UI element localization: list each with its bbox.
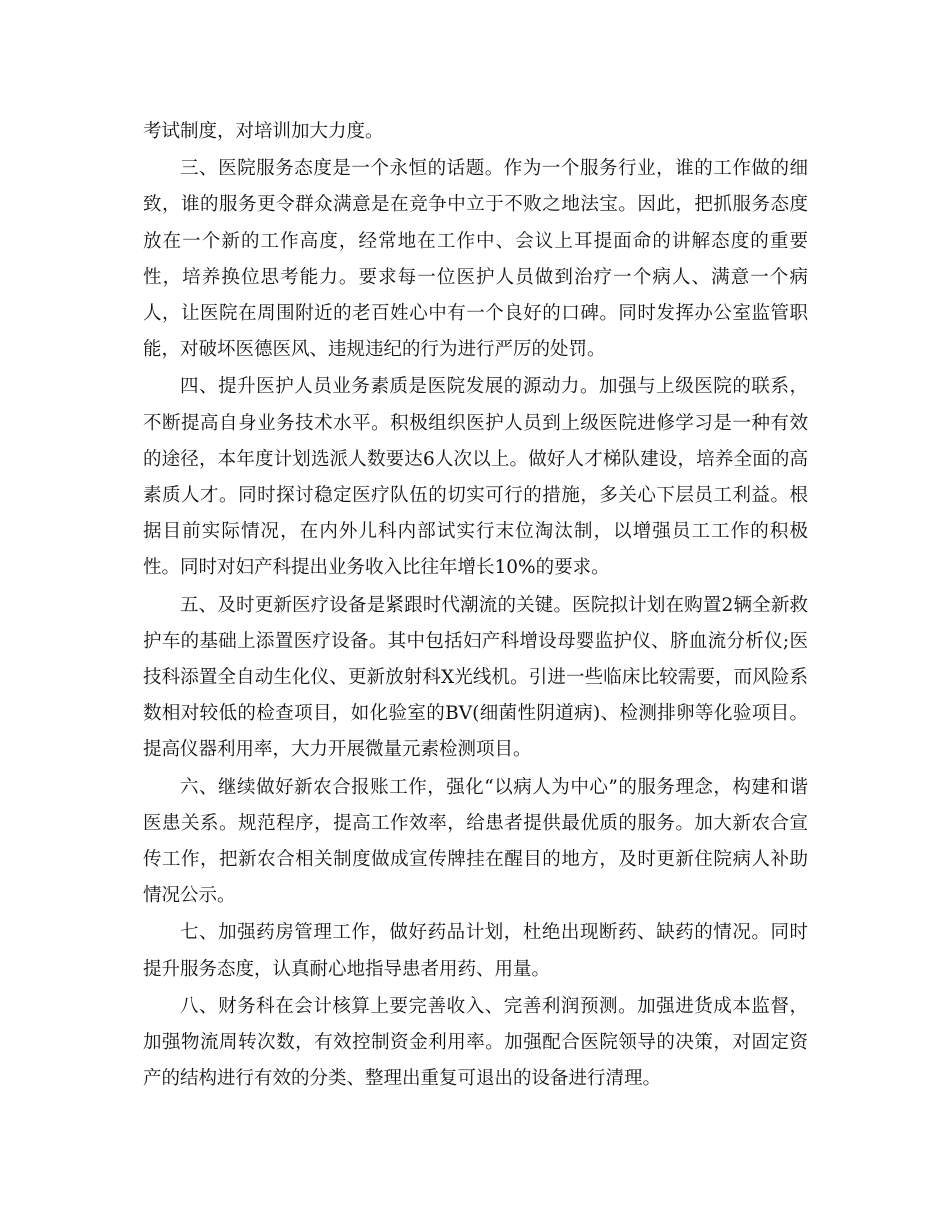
paragraph-section-5: 五、及时更新医疗设备是紧跟时代潮流的关键。医院拟计划在购置2辆全新救护车的基础上添置医疗设备。其中包括妇产科增设母婴监护仪、脐血流分析仪;医技科添置全自动生化仪、更新放射科X光线机。引进一些临床比较需要，而风险系数相对较低的检查项目，如化验室的BV(细菌性阴道病)、检测排卵等化验项目。提高仪器利用率，大力开展微量元素检测项目。 [143,594,808,761]
document-body [143,114,808,1098]
paragraph-section-6: 六、继续做好新农合报账工作，强化“以病人为中心”的服务理念，构建和谐医患关系。规范程序，提高工作效率，给患者提供最优质的服务。加大新农合宣传工作，把新农合相关制度做成宣传牌挂在醒目的地方，及时更新住院病人补助情况公示。 [143,776,808,907]
paragraph-section-8: 八、财务科在会计核算上要完善收入、完善利润预测。加强进货成本监督，加强物流周转次数，有效控制资金利用率。加强配合医院领导的决策，对固定资产的结构进行有效的分类、整理出重复可退出的设备进行清理。 [143,995,808,1090]
paragraph-section-3: 三、医院服务态度是一个永恒的话题。作为一个服务行业，谁的工作做的细致，谁的服务更令群众满意是在竞争中立于不败之地法宝。因此，把抓服务态度放在一个新的工作高度，经常地在工作中、会议上耳提面命的讲解态度的重要性，培养换位思考能力。要求每一位医护人员做到治疗一个病人、满意一个病人，让医院在周围附近的老百姓心中有一个良好的口碑。同时发挥办公室监管职能，对破坏医德医风、违规违纪的行为进行严厉的处罚。 [143,158,808,361]
paragraph-section-4: 四、提升医护人员业务素质是医院发展的源动力。加强与上级医院的联系，不断提高自身业务技术水平。积极组织医护人员到上级医院进修学习是一种有效的途径，本年度计划选派人数要达6人次以上。做好人才梯队建设，培养全面的高素质人才。同时探讨稳定医疗队伍的切实可行的措施，多关心下层员工利益。根据目前实际情况，在内外儿科内部试实行末位淘汰制，以增强员工工作的积极性。同时对妇产科提出业务收入比往年增长10%的要求。 [143,376,808,579]
paragraph-section-7: 七、加强药房管理工作，做好药品计划，杜绝出现断药、缺药的情况。同时提升服务态度，认真耐心地指导患者用药、用量。 [143,922,808,980]
paragraph-continuation: 考试制度，对培训加大力度。 [143,121,384,142]
